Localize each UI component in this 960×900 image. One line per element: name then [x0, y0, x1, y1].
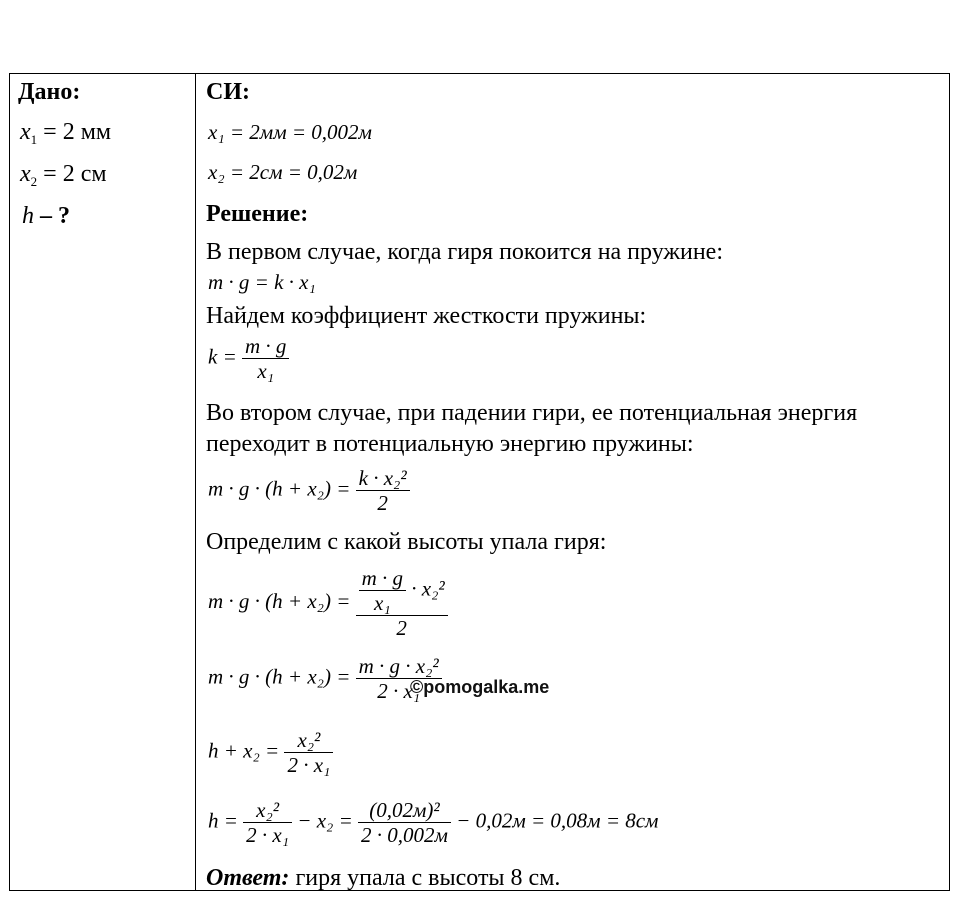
eq6-fraction [284, 728, 333, 777]
si-line1: x₁ = 2мм = 0,002м [208, 120, 372, 144]
x2-symbol: x [20, 161, 31, 187]
paragraph-3a: Во втором случае, при падении гири, ее потенциальная энергия [206, 400, 858, 426]
eq4-inner-fraction [359, 566, 406, 615]
paragraph-4: Определим с какой высоты упала гиря: [206, 529, 607, 555]
equation-1: m · g = k · x₁ [208, 270, 316, 294]
eq4-tail: · x₂² [411, 576, 445, 601]
equation-5 [208, 654, 442, 703]
eq3-lhs: m · g · (h + x₂) = [208, 476, 351, 501]
eq4-inner-num: m · g [359, 566, 406, 591]
equation-6 [208, 728, 333, 777]
solution-table [9, 73, 950, 891]
eq2-den: x₁ [257, 359, 275, 383]
eq7-den2: 2 · 0,002м [361, 823, 448, 847]
equation-4 [208, 566, 448, 640]
eq5-den: 2 · x₁ [377, 679, 421, 703]
eq5-lhs: m · g · (h + x₂) = [208, 664, 351, 689]
eq7-tail: − 0,02м = 0,08м = 8см [456, 808, 659, 833]
x2-value: = 2 см [37, 161, 107, 187]
x1-sub: 1 [30, 132, 38, 147]
eq3-den: 2 [377, 491, 388, 515]
answer-text: гиря упала с высоты 8 см. [289, 865, 561, 891]
x1-symbol: x [20, 119, 31, 145]
watermark: ©pomogalka.me [410, 677, 550, 697]
answer-label: Ответ: [206, 865, 290, 891]
eq5-num: m · g · x₂² [356, 654, 442, 679]
paragraph-1: В первом случае, когда гиря покоится на пружине: [206, 239, 723, 265]
eq3-num: k · x₂² [356, 466, 410, 491]
equation-3 [208, 466, 410, 515]
eq7-den1: 2 · x₁ [246, 823, 290, 847]
eq7-fraction-1 [243, 798, 292, 847]
eq4-num [356, 566, 448, 616]
h-symbol: h [22, 203, 34, 229]
eq3-fraction [356, 466, 410, 515]
paragraph-3b: переходит в потенциальную энергию пружины: [206, 431, 694, 457]
given-x1 [20, 118, 111, 154]
si-header: СИ: [206, 79, 250, 105]
eq2-fraction [242, 334, 289, 383]
eq6-lhs: h + x₂ = [208, 738, 280, 763]
eq2-num: m · g [242, 334, 289, 359]
eq4-den: 2 [396, 616, 407, 640]
x1-value: = 2 мм [37, 119, 112, 145]
equation-2 [208, 334, 289, 383]
column-divider [195, 74, 196, 890]
eq7-mid: − x₂ = [297, 808, 353, 833]
solution-header: Решение: [206, 201, 309, 227]
answer [206, 864, 560, 892]
given-header: Дано: [18, 79, 81, 105]
eq7-num1: x₂² [243, 798, 292, 823]
eq4-inner-den: x₁ [374, 591, 391, 615]
given-x2 [20, 160, 107, 196]
h-question: – ? [34, 203, 70, 229]
eq4-lhs: m · g · (h + x₂) = [208, 588, 351, 613]
paragraph-2: Найдем коэффициент жесткости пружины: [206, 303, 647, 329]
eq7-fraction-2 [358, 798, 451, 847]
eq6-den: 2 · x₁ [287, 753, 331, 777]
eq2-lhs: k = [208, 344, 237, 369]
eq6-num: x₂² [284, 728, 333, 753]
eq4-fraction [356, 566, 448, 640]
equation-7 [208, 798, 658, 847]
eq7-lhs: h = [208, 808, 238, 833]
eq7-num2: (0,02м)² [358, 798, 451, 823]
x2-sub: 2 [30, 174, 38, 189]
si-line2: x₂ = 2см = 0,02м [208, 160, 358, 184]
given-h [22, 202, 70, 230]
